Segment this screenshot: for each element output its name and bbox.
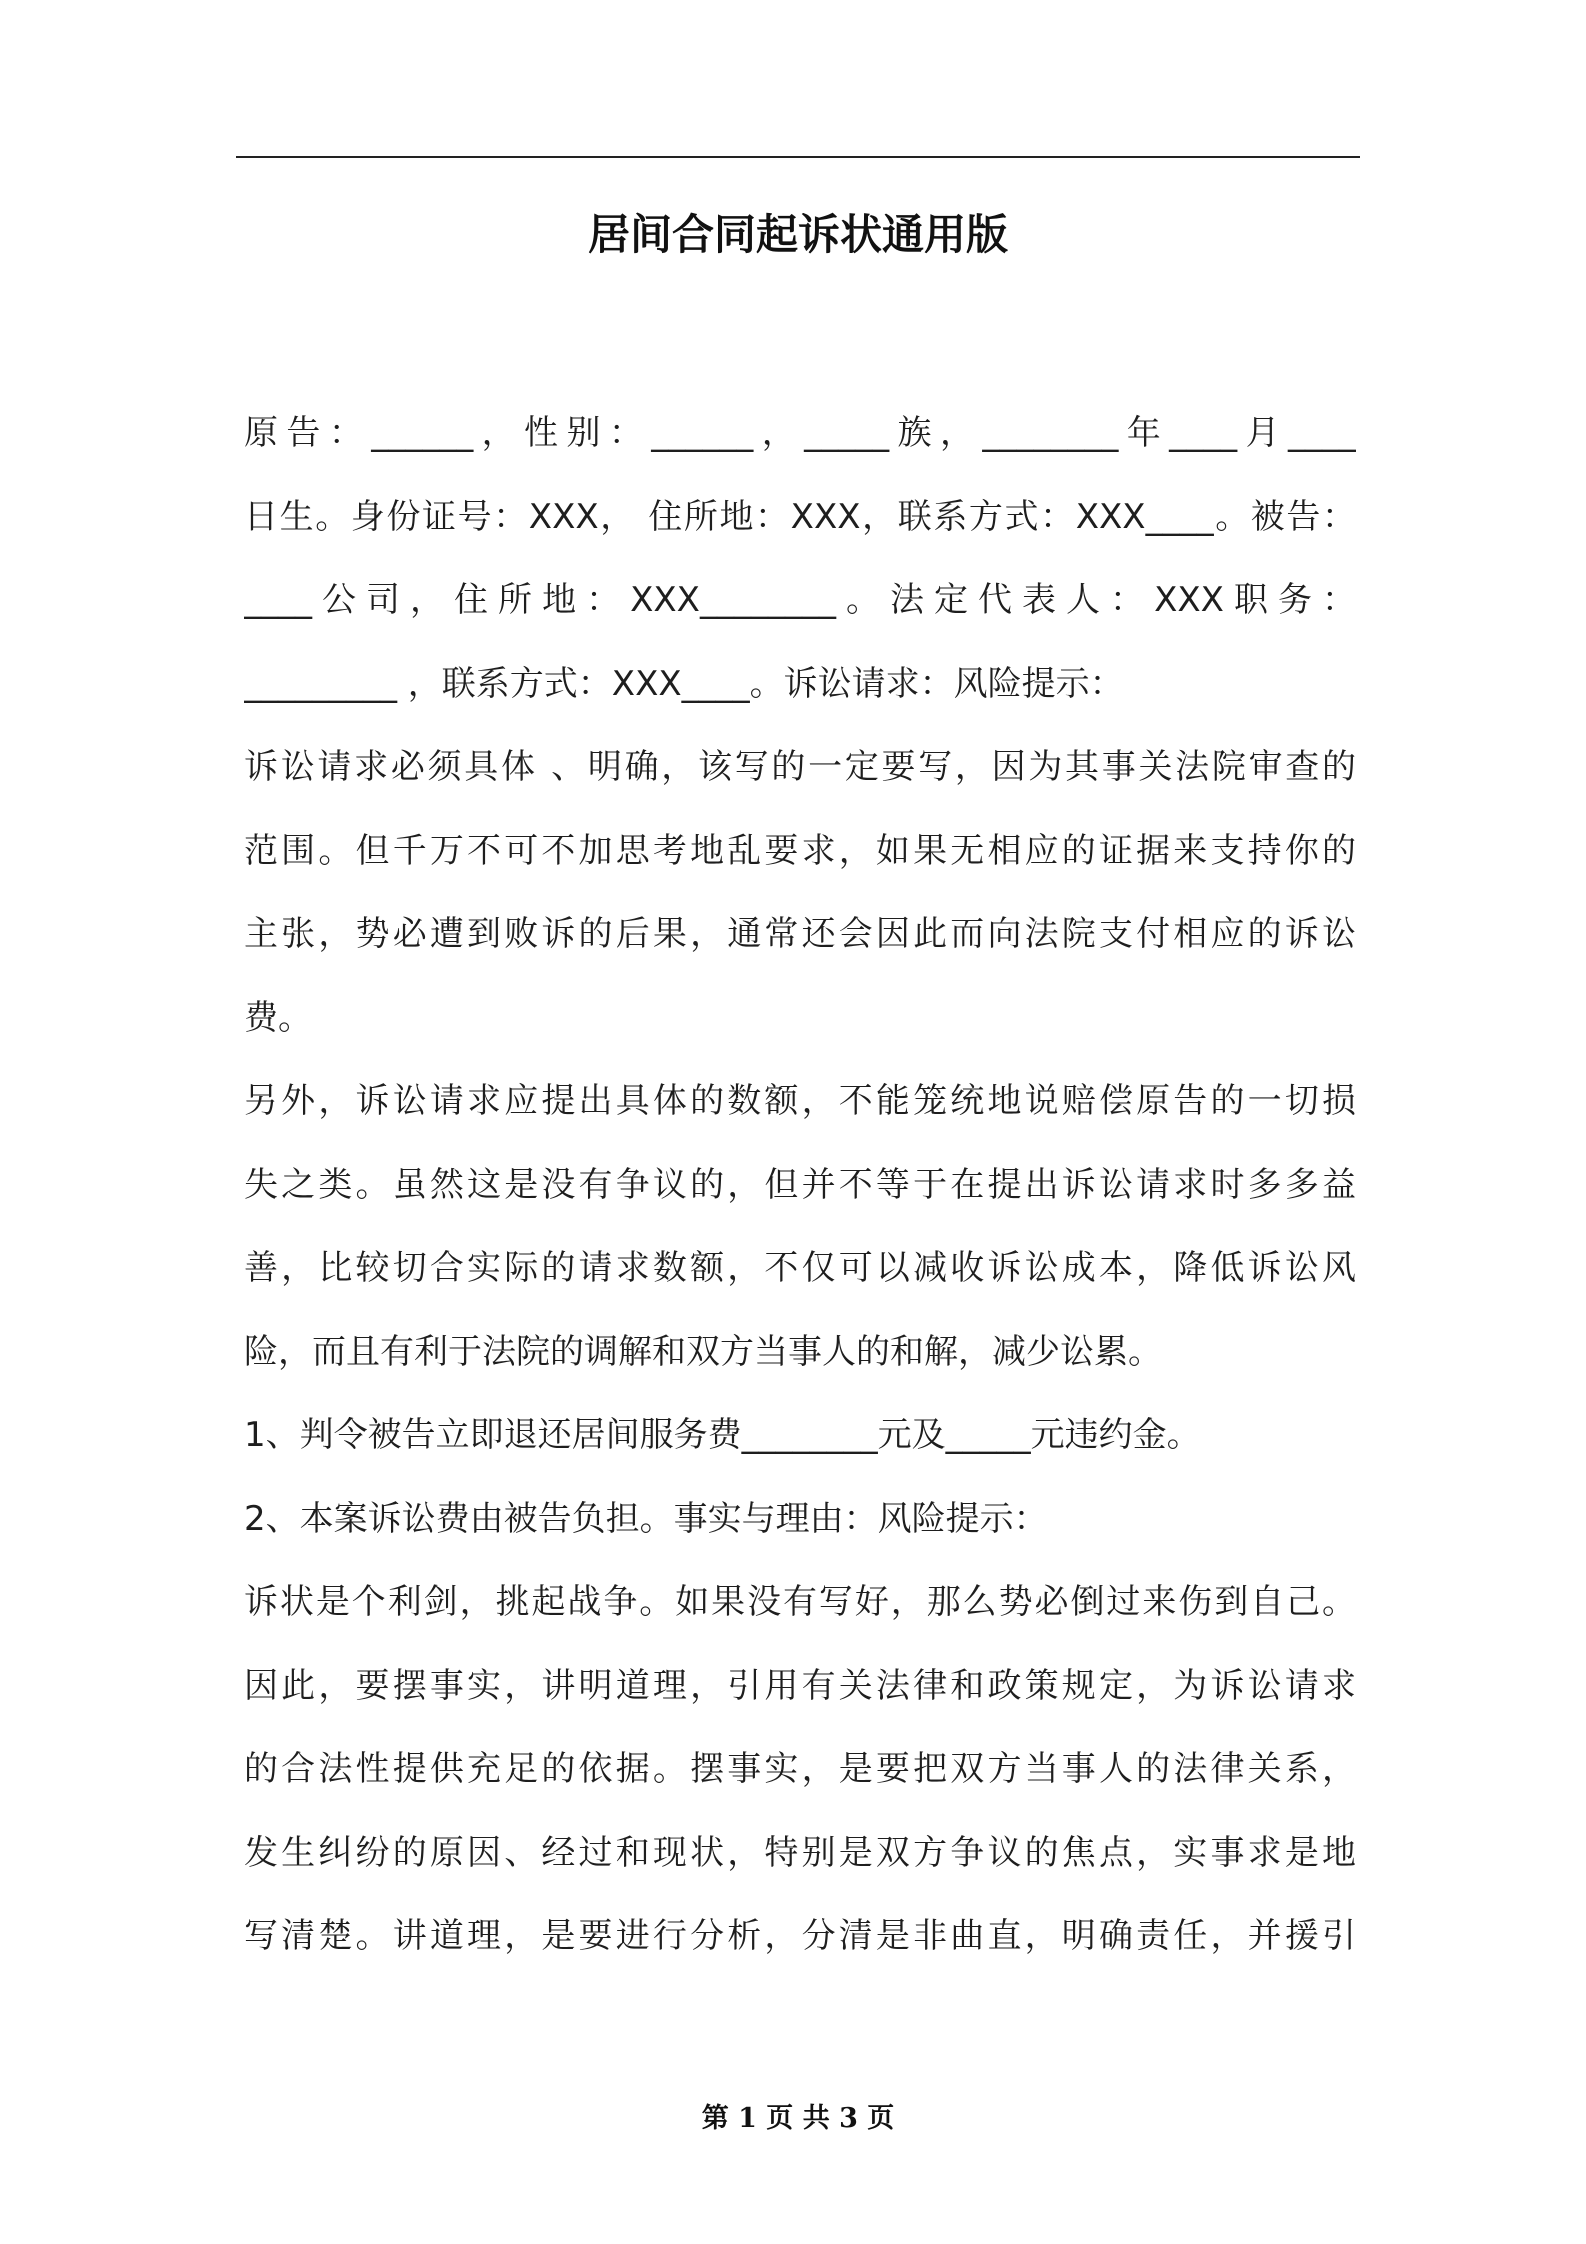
document-title: 居间合同起诉状通用版	[587, 210, 1008, 259]
document-body	[244, 405, 1356, 1992]
body-line: 险，而且有利于法院的调解和双方当事人的和解，减少讼累。	[244, 1331, 1162, 1372]
body-line: 因此，要摆事实，讲明道理，引用有关法律和政策规定，为诉讼请求	[244, 1665, 1356, 1706]
body-line: 范围。但千万不可不加思考地乱要求，如果无相应的证据来支持你的	[244, 830, 1356, 871]
body-line: 2、本案诉讼费由被告负担。事实与理由：风险提示：	[244, 1498, 1048, 1539]
body-line: 日生。身份证号：XXX， 住所地：XXX，联系方式：XXX____。被告：	[244, 496, 1356, 537]
body-line: 的合法性提供充足的依据。摆事实，是要把双方当事人的法律关系，	[244, 1749, 1356, 1789]
body-line: 诉讼请求必须具体 、明确，该写的一定要写，因为其事关法院审查的	[244, 747, 1356, 787]
body-line: 另外，诉讼请求应提出具体的数额，不能笼统地说赔偿原告的一切损	[244, 1081, 1356, 1121]
body-line: 原告：______，性别：______，_____族，________年____月____	[244, 413, 1356, 453]
body-line: 1、判令被告立即退还居间服务费________元及_____元违约金。	[244, 1415, 1201, 1455]
header-rule	[236, 156, 1360, 158]
body-line: 发生纠纷的原因、经过和现状，特别是双方争议的焦点，实事求是地	[244, 1832, 1356, 1873]
body-line: _________ ，联系方式：XXX____。诉讼请求：风险提示：	[244, 663, 1124, 704]
body-line: 主张，势必遭到败诉的后果，通常还会因此而向法院支付相应的诉讼	[244, 914, 1356, 954]
body-line: 费。	[244, 997, 312, 1038]
body-line: 诉状是个利剑，挑起战争。如果没有写好，那么势必倒过来伤到自己。	[244, 1582, 1356, 1622]
body-line: 写清楚。讲道理，是要进行分析，分清是非曲直，明确责任，并援引	[244, 1916, 1356, 1956]
body-line: ____公司，住所地：XXX________。法定代表人：XXX职务：	[244, 580, 1356, 620]
page-number-footer: 第 1 页 共 3 页	[701, 2103, 895, 2134]
body-line: 善，比较切合实际的请求数额，不仅可以减收诉讼成本，降低诉讼风	[244, 1248, 1356, 1288]
body-line: 失之类。虽然这是没有争议的，但并不等于在提出诉讼请求时多多益	[244, 1164, 1356, 1205]
